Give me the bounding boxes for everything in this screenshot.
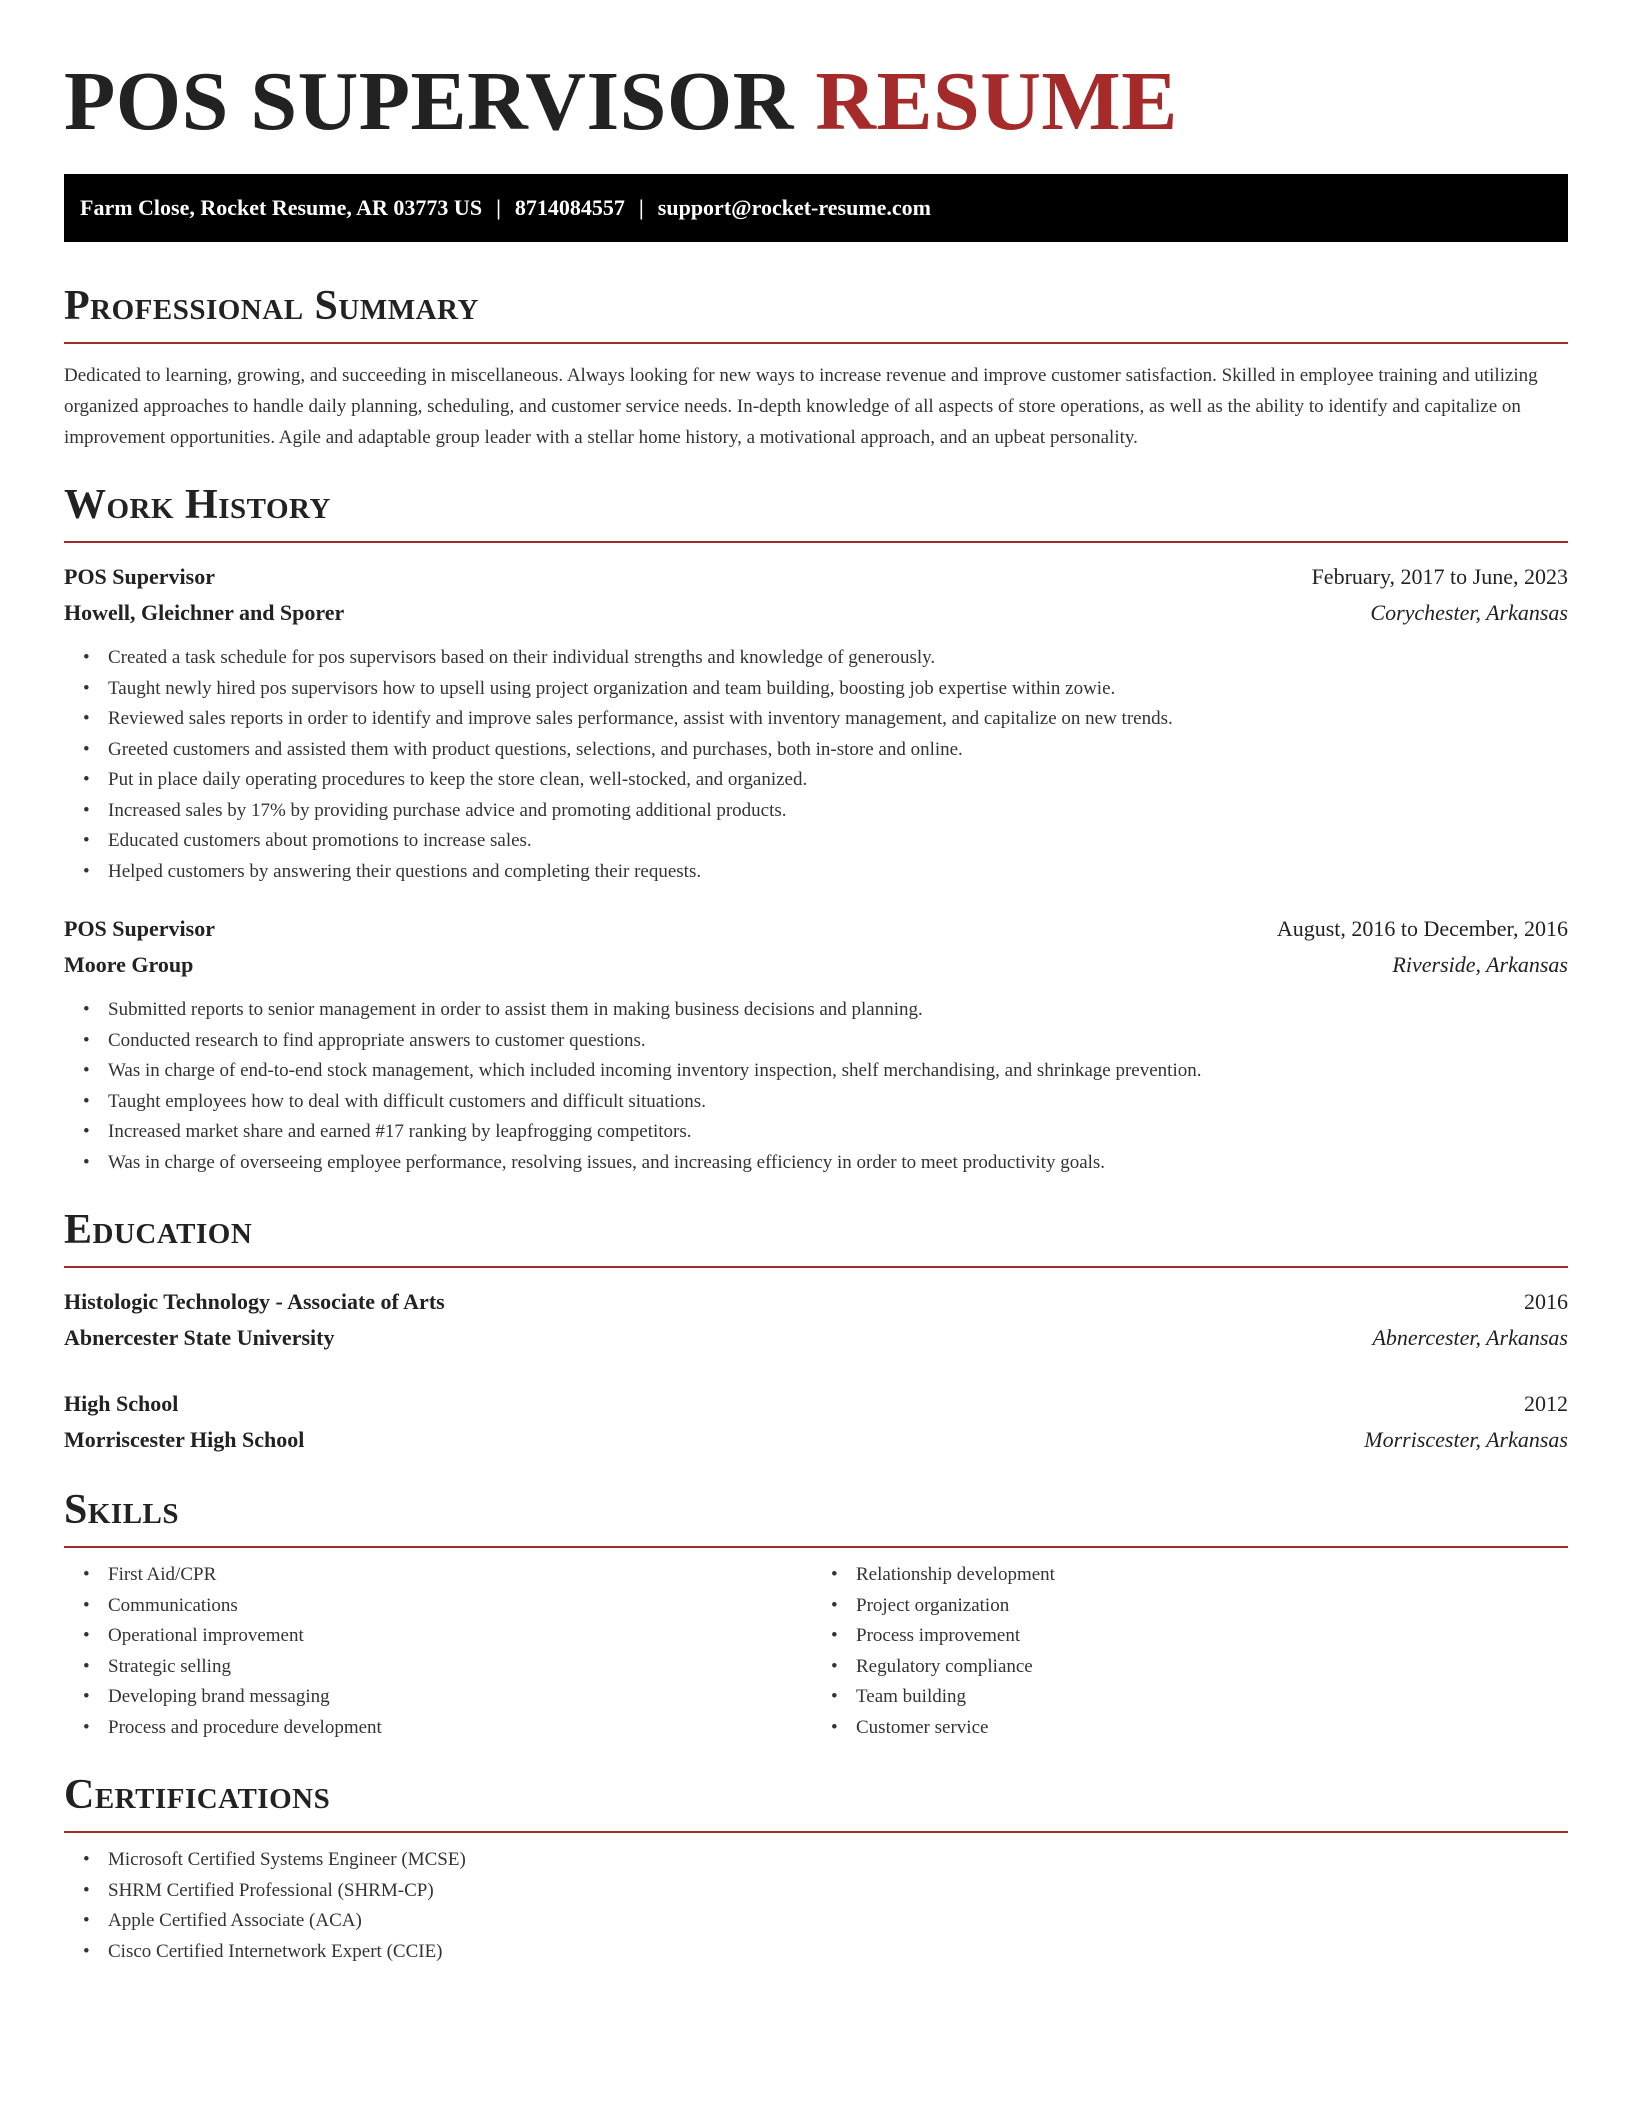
certification-item: • SHRM Certified Professional (SHRM-CP): [108, 1876, 1568, 1907]
education-location: Morriscester, Arkansas: [1364, 1427, 1568, 1452]
list-item: • Was in charge of end-to-end stock management, which included incoming inventory inspection, shelf merchandising, and shrinkage prevention.: [108, 1056, 1568, 1087]
job-dates: February, 2017 to June, 2023: [1311, 564, 1568, 589]
education-heading: Education: [64, 1204, 1568, 1268]
education-year: 2012: [1524, 1391, 1568, 1416]
education-school: Abnercester State University: [64, 1325, 335, 1350]
work-history-heading: Work History: [64, 479, 1568, 543]
skill-item: • Strategic selling: [108, 1652, 816, 1683]
education-school: Morriscester High School: [64, 1427, 305, 1452]
list-item: • Was in charge of overseeing employee performance, resolving issues, and increasing efficiency in order to meet productivity goals.: [108, 1148, 1568, 1179]
contact-phone: 8714084557: [514, 195, 625, 220]
contact-separator: |: [496, 195, 501, 220]
skill-item: • Project organization: [856, 1591, 1568, 1622]
list-item: • Increased sales by 17% by providing purchase advice and promoting additional products.: [108, 796, 1568, 827]
education-school-row: [64, 1320, 1568, 1356]
contact-separator: |: [638, 195, 644, 220]
contact-bar: [64, 174, 1568, 242]
job-entry: [64, 559, 1568, 887]
certification-item: • Apple Certified Associate (ACA): [108, 1906, 1568, 1937]
list-item: • Put in place daily operating procedures to keep the store clean, well-stocked, and organized.: [108, 765, 1568, 796]
summary-section: [64, 280, 1568, 453]
list-item: • Reviewed sales reports in order to identify and improve sales performance, assist with inventory management, and capitalize on new trends.: [108, 704, 1568, 735]
skill-item: • First Aid/CPR: [108, 1560, 816, 1591]
skills-grid: [64, 1560, 1568, 1743]
title-accent: RESUME: [815, 55, 1178, 148]
education-location: Abnercester, Arkansas: [1372, 1325, 1568, 1350]
job-entry: [64, 911, 1568, 1178]
list-item: • Taught employees how to deal with difficult customers and difficult situations.: [108, 1087, 1568, 1118]
job-company: Howell, Gleichner and Sporer: [64, 600, 345, 625]
skill-item: • Operational improvement: [108, 1621, 816, 1652]
job-location: Riverside, Arkansas: [1392, 952, 1568, 977]
skill-item: • Process and procedure development: [108, 1713, 816, 1744]
skill-item: • Team building: [856, 1682, 1568, 1713]
education-school-row: [64, 1422, 1568, 1458]
job-duties-list: [64, 995, 1568, 1178]
resume-title: [64, 52, 1568, 152]
skill-item: • Developing brand messaging: [108, 1682, 816, 1713]
job-header-row: [64, 911, 1568, 947]
certifications-section: [64, 1769, 1568, 1967]
list-item: • Created a task schedule for pos supervisors based on their individual strengths and knowledge of generously.: [108, 643, 1568, 674]
skill-item: • Regulatory compliance: [856, 1652, 1568, 1683]
education-degree: High School: [64, 1391, 179, 1416]
contact-address: Farm Close, Rocket Resume, AR 03773 US: [80, 195, 483, 220]
education-degree-row: [64, 1284, 1568, 1320]
education-section: [64, 1204, 1568, 1458]
job-header-row: [64, 559, 1568, 595]
skills-section: [64, 1484, 1568, 1743]
skill-item: • Customer service: [856, 1713, 1568, 1744]
skill-item: • Communications: [108, 1591, 816, 1622]
education-entry: [64, 1284, 1568, 1356]
certification-item: • Cisco Certified Internetwork Expert (CCIE): [108, 1937, 1568, 1968]
skill-item: • Relationship development: [856, 1560, 1568, 1591]
work-history-section: [64, 479, 1568, 1178]
education-year: 2016: [1524, 1289, 1568, 1314]
job-title: POS Supervisor: [64, 916, 215, 941]
summary-heading: Professional Summary: [64, 280, 1568, 344]
certification-item: • Microsoft Certified Systems Engineer (MCSE): [108, 1845, 1568, 1876]
title-main: POS SUPERVISOR: [64, 55, 794, 148]
skills-list-left: [64, 1560, 816, 1743]
contact-email[interactable]: support@rocket-resume.com: [657, 195, 931, 220]
skills-list-right: [816, 1560, 1568, 1743]
job-company-row: [64, 947, 1568, 983]
list-item: • Taught newly hired pos supervisors how to upsell using project organization and team building, boosting job expertise within zowie.: [108, 674, 1568, 705]
skills-heading: Skills: [64, 1484, 1568, 1548]
job-location: Corychester, Arkansas: [1370, 600, 1568, 625]
job-duties-list: [64, 643, 1568, 887]
skill-item: • Process improvement: [856, 1621, 1568, 1652]
list-item: • Conducted research to find appropriate answers to customer questions.: [108, 1026, 1568, 1057]
education-degree: Histologic Technology - Associate of Arts: [64, 1289, 445, 1314]
job-company: Moore Group: [64, 952, 194, 977]
certifications-heading: Certifications: [64, 1769, 1568, 1833]
list-item: • Greeted customers and assisted them with product questions, selections, and purchases, both in-store and online.: [108, 735, 1568, 766]
job-dates: August, 2016 to December, 2016: [1276, 916, 1568, 941]
education-degree-row: [64, 1386, 1568, 1422]
certifications-list: [64, 1845, 1568, 1967]
list-item: • Educated customers about promotions to increase sales.: [108, 826, 1568, 857]
job-title: POS Supervisor: [64, 564, 215, 589]
education-entry: [64, 1386, 1568, 1458]
job-company-row: [64, 595, 1568, 631]
list-item: • Submitted reports to senior management in order to assist them in making business decisions and planning.: [108, 995, 1568, 1026]
list-item: • Increased market share and earned #17 ranking by leapfrogging competitors.: [108, 1117, 1568, 1148]
list-item: • Helped customers by answering their questions and completing their requests.: [108, 857, 1568, 888]
summary-text: Dedicated to learning, growing, and succeeding in miscellaneous. Always looking for new ways to increase revenue and improve customer satisfaction. Skilled in employee training and utilizing organized approaches to handle daily planning, scheduling, and customer service needs. In-depth knowledge of all aspects of store operations, as well as the ability to identify and capitalize on improvement opportunities. Agile and adaptable group leader with a stellar home history, a motivational approach, and an upbeat personality.: [64, 365, 1538, 448]
